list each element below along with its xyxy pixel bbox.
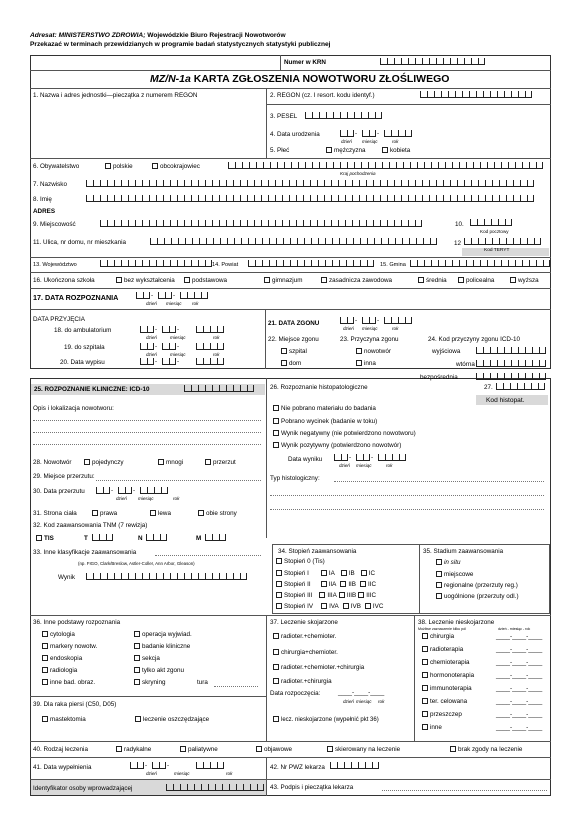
date-label-day: dzień [146,301,157,306]
stadium-insitu[interactable]: in situ [436,559,460,566]
field-22-label: 22. Miejsce zgonu [268,336,319,343]
screening-round-label: tura [197,679,208,686]
surname-input[interactable] [86,180,534,187]
death-month-input[interactable] [362,317,376,324]
tumor-metastasis[interactable]: przerzut [205,459,236,466]
therapy-option[interactable]: hormonoterapia [422,672,474,679]
field-41-label: 41. Data wypełnienia [33,764,92,771]
cause-direct-label: bezpośrednia [420,374,458,381]
edu-postsecondary-option[interactable]: policealna [458,277,494,284]
field-21-label: 21. DATA ZGONU [268,320,320,327]
death-year-input[interactable] [384,317,412,324]
discharge-year-input[interactable] [196,358,224,365]
date-label-year: rok [213,352,220,357]
date-label-month: miesiąc [174,771,190,776]
side-both[interactable]: obie strony [198,510,237,517]
field-17-label: 17. DATA ROZPOZNANIA [33,293,119,302]
date-label-day: dzień [146,352,157,357]
city-input[interactable] [100,220,422,227]
stadium-local[interactable]: miejscowe [436,571,473,578]
field-7-label: 7. Nazwisko [33,181,67,188]
treatment-referred[interactable]: skierowany na leczenie [327,746,400,753]
hospital-day-input[interactable] [140,343,154,350]
regon-input[interactable] [420,91,532,98]
street-input[interactable] [150,238,437,245]
field-6-label: 6. Obywatelstwo [33,163,80,170]
therapy-option[interactable]: immunoterapia [422,685,472,692]
krn-input[interactable] [380,58,485,65]
hospital-year-input[interactable] [196,343,224,350]
basis-clinical[interactable]: badanie kliniczne [134,643,190,650]
non-combined-option[interactable]: lecz. nieskojarzone (wypełnić pkt 36) [273,716,379,723]
date-label-day: dzień [146,771,157,776]
hospital-month-input[interactable] [162,343,176,350]
field-37-label: 37. Leczenie skojarzone [270,619,338,626]
tnm-t-input[interactable] [92,534,113,541]
field-5-label: 5. Płeć [270,147,290,154]
edu-vocational-option[interactable]: zasadnicza zawodowa [321,277,392,284]
discharge-month-input[interactable] [162,358,176,365]
edu-gymnasium-option[interactable]: gimnazjum [264,277,302,284]
postal-code-caption: Kod pocztowy [480,229,509,234]
histo-positive[interactable]: Wynik pozytywny (potwierdzono nowotwór) [273,442,401,449]
field-14-label: 14. Powiat [212,262,239,268]
field-38-label: 38. Leczenie nieskojarzone [418,619,495,626]
date-label-year: rok [173,496,180,501]
tnm-m-input[interactable] [205,534,226,541]
therapy-date-input[interactable]: ____-____-____ [496,633,543,640]
sex-female-option[interactable]: kobieta [382,147,410,154]
metastasis-day-input[interactable] [96,487,110,494]
date-label-year: rok [192,301,199,306]
field-27-label: 27. [484,384,493,391]
field-15-label: 15. Gmina [380,262,406,268]
discharge-day-input[interactable] [140,358,154,365]
basis-endoscopy[interactable]: endoskopia [42,655,82,662]
field-31-label: 31. Strona ciała [33,510,77,517]
breast-conserving[interactable]: leczenie oszczędzające [135,716,209,723]
field-42-label: 42. Nr PWZ lekarza [270,764,325,771]
therapy-option[interactable]: inne [422,724,442,731]
tumor-single[interactable]: pojedynczy [84,459,124,466]
field-4-label: 4. Data urodzenia [270,131,320,138]
field-28-label: 28. Nowotwór [33,459,72,466]
field-12-label: 12 [454,240,462,247]
metastasis-year-input[interactable] [140,487,168,494]
operator-id-input[interactable] [166,784,264,791]
date-label-day: dzień [146,335,157,340]
citizenship-foreign-option[interactable]: obcokrajowiec [152,163,200,170]
fill-year-input[interactable] [196,762,224,769]
combo-radio-chemo-surgery[interactable]: radioter.+chemioter.+chirurgia [273,664,364,671]
combo-surgery-chemo[interactable]: chirurgia+chemioter. [273,649,338,656]
date-label-month: miesiąc [170,335,186,340]
commune-input[interactable] [410,260,550,267]
postal-code-input[interactable] [470,219,512,226]
edu-none-option[interactable]: bez wykształcenia [116,277,175,284]
date-label-year: rok [392,326,399,331]
histo-pending[interactable]: Pobrano wycinek (badanie w toku) [273,418,377,425]
icd10-input[interactable] [184,385,254,392]
addressee-line: Adresat: MINISTERSTWO ZDROWIA; Wojewódzkie Biuro Rejestracji Nowotworów [30,32,286,39]
date-label-month: miesiąc [166,301,182,306]
basis-autopsy[interactable]: sekcja [134,655,160,662]
death-place-hospital[interactable]: szpital [281,348,307,355]
date-label-year: rok [213,335,220,340]
combo-radio-chemo[interactable]: radioter.+chemioter. [273,633,336,640]
admission-heading: DATA PRZYJĘCIA [33,316,85,323]
treatment-refused[interactable]: brak zgody na leczenie [450,746,522,753]
fill-day-input[interactable] [130,762,144,769]
field-16-label: 16. Ukończona szkoła [33,277,95,284]
treatment-palliative[interactable]: paliatywne [180,746,218,753]
classification-note: (np. FIGO, Clark/Breslow, Astler-Coller, Ann Arbor, Gleason) [78,561,195,566]
date-label-month: miesiąc [362,139,378,144]
histo-not-taken[interactable]: Nie pobrano materiału do badania [273,405,376,412]
sex-male-option[interactable]: mężczyzna [326,147,366,154]
stage-1-row[interactable]: Stopień I IA IB IC [276,570,375,577]
field-19-label: 19. do szpitala [64,344,105,351]
tnm-n-input[interactable] [146,534,167,541]
therapy-option[interactable]: radioterapia [422,646,463,653]
date-label-month: miesiąc [356,699,372,704]
therapy-date-input[interactable]: ____-____-____ [496,711,543,718]
field-39-label: 39. Dla raka piersi (C50, D05) [33,701,117,708]
tumor-multiple[interactable]: mnogi [158,459,183,466]
field-43-label: 43. Podpis i pieczątka lekarza [270,784,354,791]
histopat-code-caption: Kod histopat. [476,395,548,405]
ambulatory-month-input[interactable] [162,326,176,333]
therapy-date-input[interactable]: ____-____-____ [496,672,543,679]
therapy-date-input[interactable]: ____-____-____ [496,698,543,705]
stage-0[interactable]: Stopień 0 (Tis) [276,558,325,565]
result-date-label: Data wyniku [288,456,323,463]
fill-month-input[interactable] [152,762,166,769]
result-month-input[interactable] [356,454,370,461]
stadium-regional[interactable]: regionalne (przerzuty reg.) [436,582,518,589]
edu-primary-option[interactable]: podstawowa [184,277,227,284]
therapy-option[interactable]: chirurgia [422,633,454,640]
field-1-label: 1. Nazwa i adres jednostki—pieczątka z numerem REGON [33,92,198,99]
description-label: Opis i lokalizacja nowotworu: [33,405,114,412]
field-10-label: 10. [455,221,464,228]
basis-screening[interactable]: skryning [134,679,165,686]
date-label-year: rok [378,699,385,704]
pesel-input[interactable] [305,112,382,119]
therapy-option[interactable]: chemioterapia [422,659,470,666]
field-26-label: 26. Rozpoznanie histopatologiczne [270,384,368,391]
therapy-option[interactable]: ter. celowana [422,698,467,705]
diagnosis-month-input[interactable] [158,292,172,299]
death-place-home[interactable]: dom [281,360,301,367]
edu-higher-option[interactable]: wyższa [510,277,539,284]
teryt-input[interactable] [464,238,541,245]
date-label-month: miesiąc [138,496,154,501]
date-label-day: dzień [343,326,354,331]
cause-initial-input[interactable] [476,347,546,354]
field-32-label: 32. Kod zaawansowania TNM (7 rewizja) [33,522,148,529]
field-40-label: 40. Rodzaj leczenia [33,746,88,753]
birth-day-input[interactable] [340,130,354,137]
tnm-tis[interactable]: TIS [36,535,54,542]
field-24-label: 24. Kod przyczyny zgonu ICD-10 [428,336,521,343]
combo-start-date-input[interactable]: ____-____-____ [338,689,385,696]
cause-secondary-label: wtórna [456,361,475,368]
field-25-label: 25. ROZPOZNANIE KLINICZNE: ICD-10 [31,384,265,395]
date-label-month: miesiąc [362,326,378,331]
date-label-day: dzień [339,463,350,468]
basis-death-cert[interactable]: tylko akt zgonu [134,667,184,674]
basis-markers[interactable]: markery nowotw. [42,643,97,650]
field-29-label: 29. Miejsce przerzutu: [33,473,95,480]
date-label-year: rok [392,139,399,144]
metastasis-month-input[interactable] [118,487,132,494]
operator-id-label: Identyfikator osoby wprowadzającej [31,780,266,795]
combo-start-date-label: Data rozpoczęcia: [270,690,321,697]
cause-secondary-input[interactable] [476,360,546,367]
breast-mastectomy[interactable]: mastektomia [42,716,86,723]
voivodeship-input[interactable] [100,260,212,267]
field-30-label: 30. Data przerzutu [33,488,85,495]
ambulatory-year-input[interactable] [196,326,224,333]
cause-initial-label: wyjściowa [432,348,461,355]
field-36-label: 36. Inne podstawy rozpoznania [33,619,121,626]
country-input[interactable] [228,162,543,169]
form-title: MZ/N-1a KARTA ZGŁOSZENIA NOWOTWORU ZŁOŚLIWEGO [150,73,450,85]
death-cause-cancer[interactable]: nowotwór [356,348,391,355]
address-heading: ADRES [33,208,56,215]
classification-result-input[interactable] [86,573,247,580]
therapy-date-input[interactable]: ____-____-____ [496,724,543,731]
teryt-caption: Kod TERYT [462,248,549,256]
tnm-m-label: M [196,535,202,542]
field-18-label: 18. do ambulatorium [54,327,112,334]
date-label-month: miesiąc [356,463,372,468]
histology-type-label: Typ histologiczny: [270,475,320,482]
field-3-label: 3. PESEL [270,113,298,120]
transfer-note: Przekazać w terminach przewidzianych w programie badań statystycznych statystyki publicznej [30,41,331,48]
diagnosis-year-input[interactable] [180,292,208,299]
krn-label: Numer w KRN [284,59,326,66]
stage-4-row[interactable]: Stopień IV IVA IVB IVC [276,603,383,610]
stadium-distant[interactable]: uogólnione (przerzuty odl.) [436,593,519,600]
therapy-date-input[interactable]: ____-____-____ [496,646,543,653]
basis-surgery[interactable]: operacja wyjwiad. [134,631,192,638]
tnm-t-label: T [84,535,88,542]
date-label-day: dzień [116,496,127,501]
pwz-input[interactable] [330,762,379,769]
country-of-origin-label: Kraj pochodzenia [340,171,376,176]
stage-3-row[interactable]: Stopień III IIIA IIIB IIIC [276,592,376,599]
date-label-month: miesiąc [170,352,186,357]
combo-radio-surgery[interactable]: radioter.+chirurgia [273,678,332,685]
treatment-symptomatic[interactable]: objawowe [256,746,292,753]
field-33-label: 33. Inne klasyfikacje zaawansowania [33,549,137,556]
stage-2-row[interactable]: Stopień II IIA IIB IIC [276,581,376,588]
edu-secondary-option[interactable]: średnia [418,277,447,284]
treatment-radical[interactable]: radykalne [116,746,151,753]
tnm-n-label: N [138,535,143,542]
diagnosis-day-input[interactable] [136,292,150,299]
date-label-day: dzień [343,699,354,704]
date-format-note: dzień - miesiąc - rok [498,627,531,631]
death-day-input[interactable] [340,317,354,324]
field-9-label: 9. Miejscowość [33,221,76,228]
birth-year-input[interactable] [384,130,412,137]
result-day-input[interactable] [334,454,348,461]
side-left[interactable]: lewa [150,510,171,517]
death-cause-other[interactable]: inna [356,360,376,367]
date-label-year: rok [386,463,393,468]
multi-select-note: Możliwe zaznaczenie kilku pól [418,627,466,631]
basis-imaging[interactable]: inne bad. obraz. [42,679,95,686]
therapy-date-input[interactable]: ____-____-____ [496,685,543,692]
field-23-label: 23. Przyczyna zgonu [340,336,399,343]
classification-result-label: Wynik [58,574,76,581]
field-2-label: 2. REGON (cz. I resort. kodu identyf.) [270,92,375,99]
county-input[interactable] [248,260,374,267]
field-13-label: 13. Województwo [33,262,77,268]
field-35-label: 35. Stadium zaawansowania [423,548,504,555]
therapy-date-input[interactable]: ____-____-____ [496,659,543,666]
cause-direct-input[interactable] [476,373,546,380]
field-11-label: 11. Ulica, nr domu, nr mieszkania [33,239,126,246]
result-year-input[interactable] [378,454,406,461]
basis-radiology[interactable]: radiologia [42,667,77,674]
basis-cytology[interactable]: cytologia [42,631,75,638]
birth-month-input[interactable] [362,130,376,137]
firstname-input[interactable] [86,195,534,202]
histo-negative[interactable]: Wynik negatywny (nie potwierdzono nowotworu) [273,430,416,437]
therapy-option[interactable]: przeszczep [422,711,462,718]
citizenship-polish-option[interactable]: polskie [105,163,133,170]
ambulatory-date-input[interactable] [140,326,154,333]
date-label-day: dzień [341,139,352,144]
histopat-code-input[interactable] [496,383,545,390]
side-right[interactable]: prawa [92,510,117,517]
field-8-label: 8. Imię [33,196,52,203]
field-34-label: 34. Stopień zaawansowania [278,548,357,555]
field-20-label: 20. Data wypisu [60,359,105,366]
date-label-year: rok [226,771,233,776]
